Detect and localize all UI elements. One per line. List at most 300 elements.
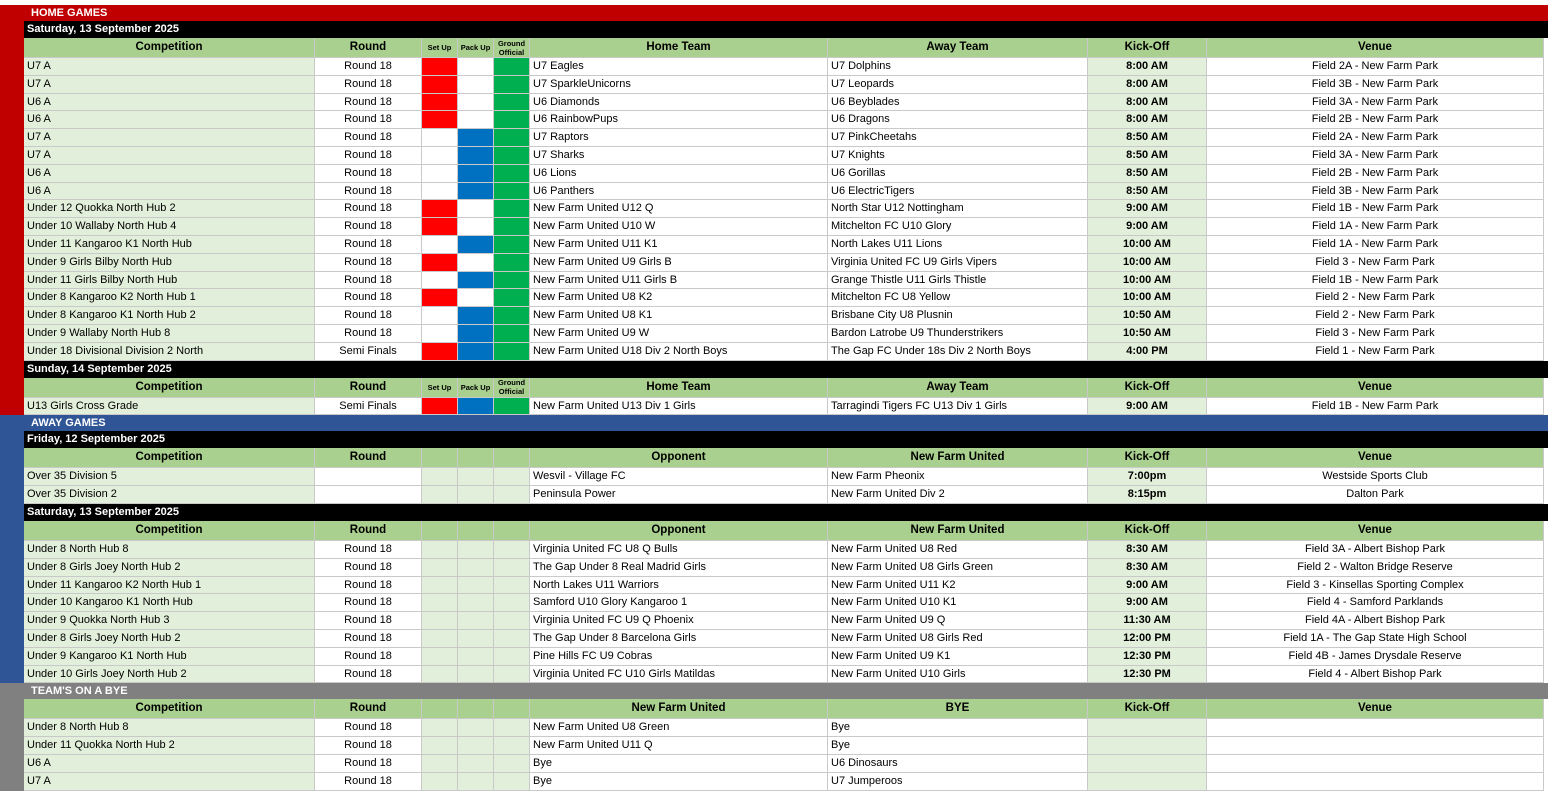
venue-cell: Field 2 - New Farm Park — [1207, 289, 1544, 307]
header-home-team: Opponent — [530, 521, 828, 541]
header-round: Round — [315, 378, 422, 398]
header-set-up — [422, 521, 458, 541]
away-team-cell: Mitchelton FC U10 Glory — [828, 218, 1088, 236]
venue-cell: Dalton Park — [1207, 486, 1544, 504]
away-team-cell: U6 Gorillas — [828, 165, 1088, 183]
away-team-cell: New Farm United U8 Red — [828, 541, 1088, 559]
venue-cell: Field 3A - New Farm Park — [1207, 147, 1544, 165]
table-row — [24, 307, 1548, 325]
header-kick-off: Kick-Off — [1088, 521, 1207, 541]
ground-official-cell — [494, 559, 530, 577]
round-cell: Round 18 — [315, 200, 422, 218]
home-team-cell: New Farm United U18 Div 2 North Boys — [530, 343, 828, 361]
kick-off-cell: 12:00 PM — [1088, 630, 1207, 648]
venue-cell: Field 3 - New Farm Park — [1207, 254, 1544, 272]
set-up-duty-marker — [422, 398, 458, 416]
home-team-cell: Virginia United FC U9 Q Phoenix — [530, 612, 828, 630]
header-round: Round — [315, 448, 422, 468]
kick-off-cell: 10:50 AM — [1088, 307, 1207, 325]
header-home-team: New Farm United — [530, 699, 828, 719]
kick-off-cell: 10:00 AM — [1088, 236, 1207, 254]
kick-off-cell — [1088, 737, 1207, 755]
pack-up-cell — [458, 737, 494, 755]
away-team-cell: Bardon Latrobe U9 Thunderstrikers — [828, 325, 1088, 343]
header-home-team: Home Team — [530, 378, 828, 398]
table-row — [24, 719, 1548, 737]
venue-cell — [1207, 773, 1544, 791]
round-cell: Round 18 — [315, 577, 422, 595]
header-home-team: Home Team — [530, 38, 828, 58]
home-team-cell: New Farm United U11 Girls B — [530, 272, 828, 290]
set-up-cell — [422, 486, 458, 504]
kick-off-cell: 9:00 AM — [1088, 577, 1207, 595]
table-row — [24, 289, 1548, 307]
kick-off-cell — [1088, 773, 1207, 791]
home-team-cell: New Farm United U11 K1 — [530, 236, 828, 254]
set-up-cell — [422, 630, 458, 648]
header-away-team: New Farm United — [828, 521, 1088, 541]
venue-cell: Field 3A - Albert Bishop Park — [1207, 541, 1544, 559]
round-cell: Round 18 — [315, 325, 422, 343]
ground-official-duty-marker — [494, 76, 530, 94]
venue-cell — [1207, 719, 1544, 737]
kick-off-cell: 8:30 AM — [1088, 541, 1207, 559]
competition-cell: U7 A — [24, 76, 315, 94]
ground-official-cell — [494, 541, 530, 559]
away-team-cell: Grange Thistle U11 Girls Thistle — [828, 272, 1088, 290]
date-heading: Friday, 12 September 2025 — [24, 431, 1548, 448]
header-set-up — [422, 699, 458, 719]
set-up-cell — [422, 648, 458, 666]
header-pack-up: Pack Up — [458, 378, 494, 398]
kick-off-cell: 8:00 AM — [1088, 111, 1207, 129]
kick-off-cell — [1088, 719, 1207, 737]
header-ground-official — [494, 699, 530, 719]
header-venue: Venue — [1207, 38, 1544, 58]
away-team-cell: U6 ElectricTigers — [828, 183, 1088, 201]
competition-cell: Under 8 North Hub 8 — [24, 541, 315, 559]
venue-cell: Westside Sports Club — [1207, 468, 1544, 486]
table-row — [24, 165, 1548, 183]
home-team-cell: The Gap Under 8 Real Madrid Girls — [530, 559, 828, 577]
pack-up-duty-marker — [458, 129, 494, 147]
pack-up-cell — [458, 630, 494, 648]
kick-off-cell: 7:00pm — [1088, 468, 1207, 486]
set-up-duty-marker — [422, 218, 458, 236]
ground-official-cell — [494, 737, 530, 755]
set-up-duty-marker — [422, 147, 458, 165]
ground-official-duty-marker — [494, 272, 530, 290]
header-venue: Venue — [1207, 378, 1544, 398]
ground-official-duty-marker — [494, 398, 530, 416]
venue-cell: Field 1A - New Farm Park — [1207, 236, 1544, 254]
kick-off-cell: 4:00 PM — [1088, 343, 1207, 361]
away-team-cell: Bye — [828, 737, 1088, 755]
table-row — [24, 398, 1548, 416]
ground-official-duty-marker — [494, 325, 530, 343]
table-row — [24, 94, 1548, 112]
competition-cell: Under 8 Kangaroo K2 North Hub 1 — [24, 289, 315, 307]
pack-up-duty-marker — [458, 272, 494, 290]
round-cell: Round 18 — [315, 541, 422, 559]
round-cell: Round 18 — [315, 755, 422, 773]
bye-side-bar — [0, 699, 24, 790]
round-cell: Round 18 — [315, 307, 422, 325]
pack-up-cell — [458, 773, 494, 791]
home-team-cell: U7 Sharks — [530, 147, 828, 165]
kick-off-cell: 9:00 AM — [1088, 398, 1207, 416]
away-team-cell: U6 Dinosaurs — [828, 755, 1088, 773]
header-kick-off: Kick-Off — [1088, 699, 1207, 719]
away-team-cell: New Farm Pheonix — [828, 468, 1088, 486]
kick-off-cell: 10:00 AM — [1088, 272, 1207, 290]
round-cell: Round 18 — [315, 630, 422, 648]
away-team-cell: North Lakes U11 Lions — [828, 236, 1088, 254]
away-team-cell: North Star U12 Nottingham — [828, 200, 1088, 218]
set-up-cell — [422, 559, 458, 577]
round-cell: Round 18 — [315, 183, 422, 201]
ground-official-cell — [494, 773, 530, 791]
ground-official-cell — [494, 630, 530, 648]
round-cell: Round 18 — [315, 218, 422, 236]
table-row — [24, 129, 1548, 147]
set-up-cell — [422, 737, 458, 755]
ground-official-duty-marker — [494, 165, 530, 183]
round-cell: Semi Finals — [315, 398, 422, 416]
ground-official-duty-marker — [494, 254, 530, 272]
pack-up-cell — [458, 612, 494, 630]
header-ground-official — [494, 448, 530, 468]
set-up-cell — [422, 719, 458, 737]
header-pack-up — [458, 699, 494, 719]
competition-cell: Under 9 Wallaby North Hub 8 — [24, 325, 315, 343]
venue-cell: Field 3B - New Farm Park — [1207, 76, 1544, 94]
set-up-duty-marker — [422, 272, 458, 290]
table-row — [24, 594, 1548, 612]
table-row — [24, 343, 1548, 361]
home-team-cell: New Farm United U8 Green — [530, 719, 828, 737]
away-team-cell: U7 Leopards — [828, 76, 1088, 94]
kick-off-cell — [1088, 755, 1207, 773]
home-team-cell: North Lakes U11 Warriors — [530, 577, 828, 595]
set-up-cell — [422, 577, 458, 595]
venue-cell: Field 4A - Albert Bishop Park — [1207, 612, 1544, 630]
pack-up-cell — [458, 648, 494, 666]
header-away-team: Away Team — [828, 378, 1088, 398]
home-team-cell: New Farm United U12 Q — [530, 200, 828, 218]
away-games-banner: AWAY GAMES — [0, 415, 1548, 431]
table-row — [24, 773, 1548, 791]
competition-cell: Under 11 Kangaroo K1 North Hub — [24, 236, 315, 254]
header-kick-off: Kick-Off — [1088, 378, 1207, 398]
kick-off-cell: 10:00 AM — [1088, 289, 1207, 307]
set-up-cell — [422, 773, 458, 791]
round-cell: Round 18 — [315, 147, 422, 165]
kick-off-cell: 12:30 PM — [1088, 666, 1207, 684]
round-cell: Round 18 — [315, 773, 422, 791]
competition-cell: Under 10 Kangaroo K1 North Hub — [24, 594, 315, 612]
pack-up-cell — [458, 486, 494, 504]
home-team-cell: Samford U10 Glory Kangaroo 1 — [530, 594, 828, 612]
away-team-cell: U6 Dragons — [828, 111, 1088, 129]
competition-cell: U13 Girls Cross Grade — [24, 398, 315, 416]
table-row — [24, 183, 1548, 201]
set-up-cell — [422, 468, 458, 486]
venue-cell: Field 1B - New Farm Park — [1207, 398, 1544, 416]
ground-official-duty-marker — [494, 94, 530, 112]
table-row — [24, 666, 1548, 684]
home-team-cell: Virginia United FC U8 Q Bulls — [530, 541, 828, 559]
table-row — [24, 200, 1548, 218]
home-team-cell: New Farm United U10 W — [530, 218, 828, 236]
round-cell: Round 18 — [315, 612, 422, 630]
away-team-cell: The Gap FC Under 18s Div 2 North Boys — [828, 343, 1088, 361]
table-row — [24, 648, 1548, 666]
venue-cell: Field 2 - Walton Bridge Reserve — [1207, 559, 1544, 577]
header-away-team: BYE — [828, 699, 1088, 719]
pack-up-duty-marker — [458, 76, 494, 94]
away-team-cell: New Farm United U10 K1 — [828, 594, 1088, 612]
round-cell: Round 18 — [315, 289, 422, 307]
competition-cell: U7 A — [24, 147, 315, 165]
header-competition: Competition — [24, 378, 315, 398]
header-away-team: Away Team — [828, 38, 1088, 58]
ground-official-duty-marker — [494, 147, 530, 165]
ground-official-cell — [494, 594, 530, 612]
set-up-duty-marker — [422, 200, 458, 218]
round-cell: Round 18 — [315, 594, 422, 612]
header-competition: Competition — [24, 448, 315, 468]
table-row — [24, 468, 1548, 486]
header-ground-official: Ground Official — [494, 38, 530, 58]
home-side-bar — [0, 21, 24, 415]
round-cell: Round 18 — [315, 94, 422, 112]
column-header-row — [24, 38, 1548, 58]
home-team-cell: New Farm United U8 K2 — [530, 289, 828, 307]
pack-up-duty-marker — [458, 165, 494, 183]
round-cell: Round 18 — [315, 165, 422, 183]
competition-cell: Over 35 Division 2 — [24, 486, 315, 504]
home-team-cell: U7 SparkleUnicorns — [530, 76, 828, 94]
competition-cell: Under 9 Quokka North Hub 3 — [24, 612, 315, 630]
set-up-cell — [422, 612, 458, 630]
away-team-cell: U7 Dolphins — [828, 58, 1088, 76]
competition-cell: U7 A — [24, 58, 315, 76]
home-team-cell: New Farm United U11 Q — [530, 737, 828, 755]
pack-up-cell — [458, 577, 494, 595]
table-row — [24, 612, 1548, 630]
venue-cell: Field 2B - New Farm Park — [1207, 111, 1544, 129]
home-team-cell: Wesvil - Village FC — [530, 468, 828, 486]
table-row — [24, 486, 1548, 504]
kick-off-cell: 8:50 AM — [1088, 183, 1207, 201]
kick-off-cell: 8:50 AM — [1088, 165, 1207, 183]
venue-cell: Field 3 - New Farm Park — [1207, 325, 1544, 343]
home-team-cell: U7 Raptors — [530, 129, 828, 147]
ground-official-duty-marker — [494, 289, 530, 307]
ground-official-cell — [494, 468, 530, 486]
venue-cell: Field 3 - Kinsellas Sporting Complex — [1207, 577, 1544, 595]
away-team-cell: Virginia United FC U9 Girls Vipers — [828, 254, 1088, 272]
kick-off-cell: 8:00 AM — [1088, 76, 1207, 94]
ground-official-cell — [494, 755, 530, 773]
header-kick-off: Kick-Off — [1088, 448, 1207, 468]
header-pack-up: Pack Up — [458, 38, 494, 58]
round-cell: Round 18 — [315, 58, 422, 76]
header-round: Round — [315, 521, 422, 541]
venue-cell: Field 2A - New Farm Park — [1207, 58, 1544, 76]
round-cell: Round 18 — [315, 272, 422, 290]
competition-cell: Under 8 North Hub 8 — [24, 719, 315, 737]
kick-off-cell: 9:00 AM — [1088, 594, 1207, 612]
venue-cell: Field 1B - New Farm Park — [1207, 272, 1544, 290]
header-away-team: New Farm United — [828, 448, 1088, 468]
home-team-cell: U7 Eagles — [530, 58, 828, 76]
column-header-row — [24, 378, 1548, 398]
date-heading: Sunday, 14 September 2025 — [24, 361, 1548, 378]
away-team-cell: New Farm United Div 2 — [828, 486, 1088, 504]
set-up-duty-marker — [422, 325, 458, 343]
round-cell: Round 18 — [315, 648, 422, 666]
ground-official-cell — [494, 719, 530, 737]
table-row — [24, 58, 1548, 76]
home-team-cell: U6 Diamonds — [530, 94, 828, 112]
away-team-cell: U7 Jumperoos — [828, 773, 1088, 791]
away-team-cell: New Farm United U9 Q — [828, 612, 1088, 630]
venue-cell: Field 4 - Albert Bishop Park — [1207, 666, 1544, 684]
competition-cell: Under 8 Girls Joey North Hub 2 — [24, 559, 315, 577]
competition-cell: U6 A — [24, 165, 315, 183]
ground-official-cell — [494, 612, 530, 630]
pack-up-duty-marker — [458, 111, 494, 129]
home-team-cell: The Gap Under 8 Barcelona Girls — [530, 630, 828, 648]
kick-off-cell: 8:00 AM — [1088, 94, 1207, 112]
date-heading: Saturday, 13 September 2025 — [24, 504, 1548, 521]
date-heading: Saturday, 13 September 2025 — [24, 21, 1548, 38]
home-team-cell: Peninsula Power — [530, 486, 828, 504]
set-up-duty-marker — [422, 289, 458, 307]
away-team-cell: Brisbane City U8 Plusnin — [828, 307, 1088, 325]
header-home-team: Opponent — [530, 448, 828, 468]
set-up-duty-marker — [422, 343, 458, 361]
home-team-cell: Bye — [530, 755, 828, 773]
ground-official-duty-marker — [494, 200, 530, 218]
table-row — [24, 577, 1548, 595]
set-up-duty-marker — [422, 111, 458, 129]
venue-cell: Field 1A - The Gap State High School — [1207, 630, 1544, 648]
pack-up-cell — [458, 755, 494, 773]
home-team-cell: U6 RainbowPups — [530, 111, 828, 129]
table-row — [24, 76, 1548, 94]
venue-cell: Field 4 - Samford Parklands — [1207, 594, 1544, 612]
kick-off-cell: 8:50 AM — [1088, 129, 1207, 147]
header-round: Round — [315, 699, 422, 719]
table-row — [24, 111, 1548, 129]
competition-cell: U7 A — [24, 129, 315, 147]
kick-off-cell: 8:30 AM — [1088, 559, 1207, 577]
ground-official-duty-marker — [494, 343, 530, 361]
kick-off-cell: 9:00 AM — [1088, 200, 1207, 218]
venue-cell: Field 4B - James Drysdale Reserve — [1207, 648, 1544, 666]
header-venue: Venue — [1207, 699, 1544, 719]
competition-cell: Under 11 Quokka North Hub 2 — [24, 737, 315, 755]
ground-official-duty-marker — [494, 183, 530, 201]
set-up-duty-marker — [422, 129, 458, 147]
home-team-cell: New Farm United U8 K1 — [530, 307, 828, 325]
pack-up-cell — [458, 468, 494, 486]
away-team-cell: U6 Beyblades — [828, 94, 1088, 112]
competition-cell: Under 8 Kangaroo K1 North Hub 2 — [24, 307, 315, 325]
venue-cell: Field 3B - New Farm Park — [1207, 183, 1544, 201]
header-pack-up — [458, 521, 494, 541]
set-up-duty-marker — [422, 254, 458, 272]
competition-cell: U6 A — [24, 94, 315, 112]
header-pack-up — [458, 448, 494, 468]
pack-up-duty-marker — [458, 94, 494, 112]
home-team-cell: U6 Panthers — [530, 183, 828, 201]
pack-up-duty-marker — [458, 325, 494, 343]
venue-cell — [1207, 755, 1544, 773]
round-cell: Round 18 — [315, 236, 422, 254]
competition-cell: Under 9 Girls Bilby North Hub — [24, 254, 315, 272]
round-cell: Round 18 — [315, 559, 422, 577]
home-team-cell: New Farm United U9 W — [530, 325, 828, 343]
home-games-banner: HOME GAMES — [0, 5, 1548, 21]
set-up-cell — [422, 666, 458, 684]
set-up-duty-marker — [422, 307, 458, 325]
pack-up-duty-marker — [458, 343, 494, 361]
header-competition: Competition — [24, 699, 315, 719]
table-row — [24, 755, 1548, 773]
ground-official-duty-marker — [494, 307, 530, 325]
header-competition: Competition — [24, 521, 315, 541]
set-up-duty-marker — [422, 236, 458, 254]
table-row — [24, 630, 1548, 648]
pack-up-cell — [458, 719, 494, 737]
round-cell: Round 18 — [315, 129, 422, 147]
away-team-cell: U7 PinkCheetahs — [828, 129, 1088, 147]
pack-up-duty-marker — [458, 236, 494, 254]
header-round: Round — [315, 38, 422, 58]
ground-official-duty-marker — [494, 58, 530, 76]
header-ground-official — [494, 521, 530, 541]
round-cell — [315, 468, 422, 486]
away-team-cell: U7 Knights — [828, 147, 1088, 165]
kick-off-cell: 11:30 AM — [1088, 612, 1207, 630]
set-up-cell — [422, 594, 458, 612]
round-cell — [315, 486, 422, 504]
away-team-cell: New Farm United U10 Girls — [828, 666, 1088, 684]
home-team-cell: Bye — [530, 773, 828, 791]
set-up-cell — [422, 755, 458, 773]
pack-up-duty-marker — [458, 183, 494, 201]
header-ground-official: Ground Official — [494, 378, 530, 398]
round-cell: Round 18 — [315, 666, 422, 684]
pack-up-cell — [458, 541, 494, 559]
competition-cell: U7 A — [24, 773, 315, 791]
away-team-cell: New Farm United U9 K1 — [828, 648, 1088, 666]
table-row — [24, 236, 1548, 254]
home-team-cell: Virginia United FC U10 Girls Matildas — [530, 666, 828, 684]
competition-cell: Under 8 Girls Joey North Hub 2 — [24, 630, 315, 648]
header-set-up: Set Up — [422, 378, 458, 398]
column-header-row — [24, 448, 1548, 468]
venue-cell: Field 3A - New Farm Park — [1207, 94, 1544, 112]
kick-off-cell: 8:15pm — [1088, 486, 1207, 504]
away-team-cell: New Farm United U8 Girls Green — [828, 559, 1088, 577]
venue-cell: Field 1A - New Farm Park — [1207, 218, 1544, 236]
away-team-cell: Tarragindi Tigers FC U13 Div 1 Girls — [828, 398, 1088, 416]
